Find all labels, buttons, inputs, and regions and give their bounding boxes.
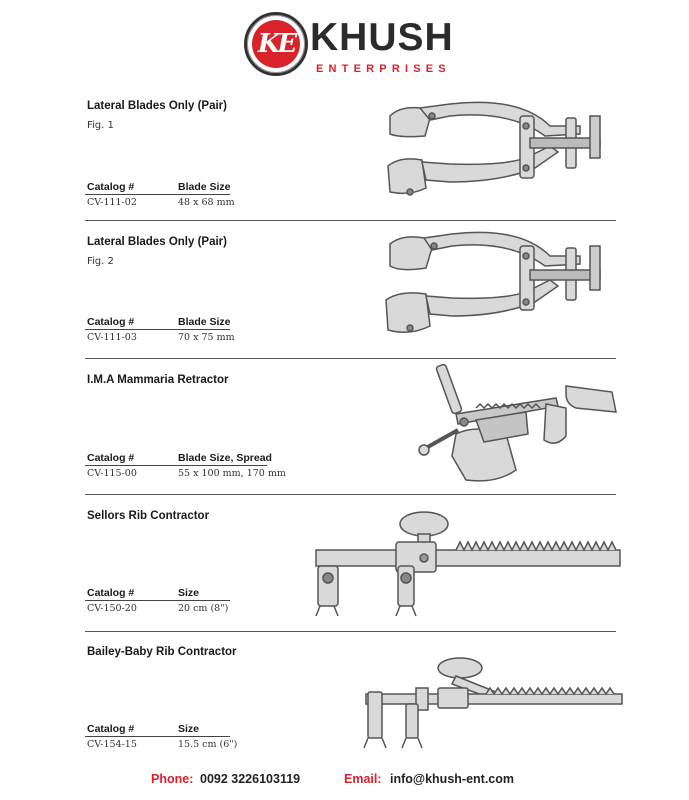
catalog-number: CV-111-03 xyxy=(87,332,137,343)
lateral-blades-retractor-icon xyxy=(380,96,620,216)
section-divider xyxy=(85,631,616,632)
product-name: Lateral Blades Only (Pair) xyxy=(87,100,227,112)
size-label: Blade Size xyxy=(178,181,231,193)
size-value: 15.5 cm (6") xyxy=(178,739,238,750)
email-address[interactable]: info@khush-ent.com xyxy=(390,772,514,786)
catalog-label: Catalog # xyxy=(87,316,135,328)
catalog-number: CV-111-02 xyxy=(87,197,137,208)
spec-rule xyxy=(85,329,230,330)
logo-monogram: KE xyxy=(252,20,300,68)
section-divider xyxy=(85,358,616,359)
rib-contractor-icon xyxy=(306,506,624,618)
mammaria-retractor-icon xyxy=(416,364,621,488)
spec-rule xyxy=(85,194,230,195)
email-label: Email: xyxy=(344,772,382,786)
logo-emblem xyxy=(244,12,308,76)
catalog-number: CV-150-20 xyxy=(87,603,137,614)
catalog-number: CV-154-15 xyxy=(87,739,137,750)
catalog-label: Catalog # xyxy=(87,723,135,735)
section-divider xyxy=(85,494,616,495)
section-divider xyxy=(85,220,616,221)
brand-logo xyxy=(244,12,454,80)
size-label: Size xyxy=(178,587,200,599)
product-name: Bailey-Baby Rib Contractor xyxy=(87,646,237,658)
product-name: Sellors Rib Contractor xyxy=(87,510,210,522)
brand-subtitle: ENTERPRISES xyxy=(316,63,451,75)
lateral-blades-retractor-icon xyxy=(380,228,620,352)
phone-label: Phone: xyxy=(151,772,194,786)
blade-size: 48 x 68 mm xyxy=(178,197,235,208)
product-name: I.M.A Mammaria Retractor xyxy=(87,374,229,386)
spec-rule xyxy=(85,465,267,466)
catalog-label: Catalog # xyxy=(87,181,135,193)
phone-number[interactable]: 0092 3226103119 xyxy=(200,772,301,786)
contact-footer xyxy=(0,772,689,788)
blade-size: 70 x 75 mm xyxy=(178,332,235,343)
blade-size: 55 x 100 mm, 170 mm xyxy=(178,468,286,479)
size-label: Blade Size, Spread xyxy=(178,452,272,464)
spec-rule xyxy=(85,600,230,601)
product-name: Lateral Blades Only (Pair) xyxy=(87,236,227,248)
size-label: Size xyxy=(178,723,200,735)
size-value: 20 cm (8") xyxy=(178,603,229,614)
size-label: Blade Size xyxy=(178,316,231,328)
product-fig: Fig. 2 xyxy=(87,256,114,267)
baby-rib-contractor-icon xyxy=(356,652,624,752)
spec-rule xyxy=(85,736,230,737)
brand-name: KHUSH xyxy=(310,16,454,59)
catalog-label: Catalog # xyxy=(87,452,135,464)
catalog-number: CV-115-00 xyxy=(87,468,137,479)
catalog-label: Catalog # xyxy=(87,587,135,599)
product-fig: Fig. 1 xyxy=(87,120,114,131)
